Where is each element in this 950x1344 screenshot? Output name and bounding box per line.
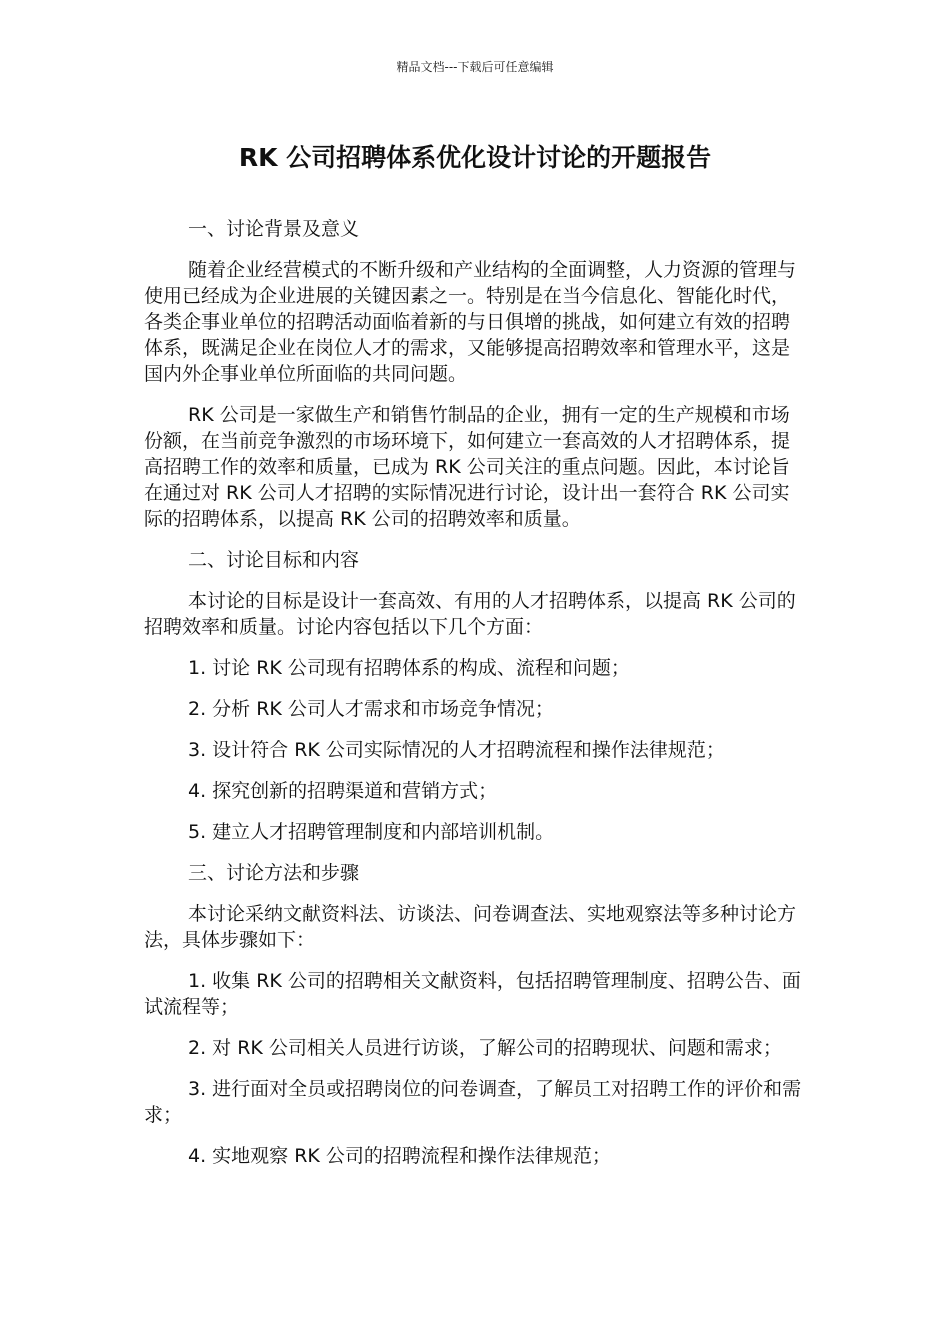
section-heading-objectives: 二、讨论目标和内容	[188, 549, 360, 571]
list-item: 1. 收集 RK 公司的招聘相关文献资料，包括招聘管理制度、招聘公告、面试流程等；	[144, 970, 801, 1018]
document-body	[144, 216, 808, 1184]
list-item: 2. 分析 RK 公司人才需求和市场竞争情况；	[188, 698, 554, 720]
paragraph-objectives: 本讨论的目标是设计一套高效、有用的人才招聘体系，以提高 RK 公司的招聘效率和质量。讨论内容包括以下几个方面：	[144, 590, 796, 638]
list-item: 2. 对 RK 公司相关人员进行访谈，了解公司的招聘现状、问题和需求；	[188, 1037, 782, 1059]
section-heading-background: 一、讨论背景及意义	[188, 218, 360, 240]
document-title: RK 公司招聘体系优化设计讨论的开题报告	[238, 143, 712, 172]
header-note: 精品文档---下载后可任意编辑	[396, 60, 554, 74]
list-item: 4. 实地观察 RK 公司的招聘流程和操作法律规范；	[188, 1145, 611, 1167]
section-heading-methods: 三、讨论方法和步骤	[188, 862, 360, 884]
list-item: 3. 设计符合 RK 公司实际情况的人才招聘流程和操作法律规范；	[188, 739, 725, 761]
list-item: 5. 建立人才招聘管理制度和内部培训机制。	[188, 821, 555, 843]
paragraph-methods: 本讨论采纳文献资料法、访谈法、问卷调查法、实地观察法等多种讨论方法，具体步骤如下：	[144, 903, 797, 951]
list-item: 3. 进行面对全员或招聘岗位的问卷调查，了解员工对招聘工作的评价和需求；	[144, 1078, 802, 1126]
list-item: 1. 讨论 RK 公司现有招聘体系的构成、流程和问题；	[188, 657, 630, 679]
paragraph-company-intro: RK 公司是一家做生产和销售竹制品的企业，拥有一定的生产规模和市场份额，在当前竞争激烈的市场环境下，如何建立一套高效的人才招聘体系，提高招聘工作的效率和质量，已成为 RK 公司关注的重点问题。因此，本讨论旨在通过对 RK 公司人才招聘的实际情况进行讨论，设计出一套符合 RK 公司实际的招聘体系，以提高 RK 公司的招聘效率和质量。	[144, 404, 791, 530]
paragraph-background: 随着企业经营模式的不断升级和产业结构的全面调整，人力资源的管理与使用已经成为企业进展的关键因素之一。特别是在当今信息化、智能化时代，各类企事业单位的招聘活动面临着新的与日俱增的挑战，如何建立有效的招聘体系，既满足企业在岗位人才的需求，又能够提高招聘效率和管理水平，这是国内外企事业单位所面临的共同问题。	[144, 259, 797, 385]
list-item: 4. 探究创新的招聘渠道和营销方式；	[188, 780, 498, 802]
